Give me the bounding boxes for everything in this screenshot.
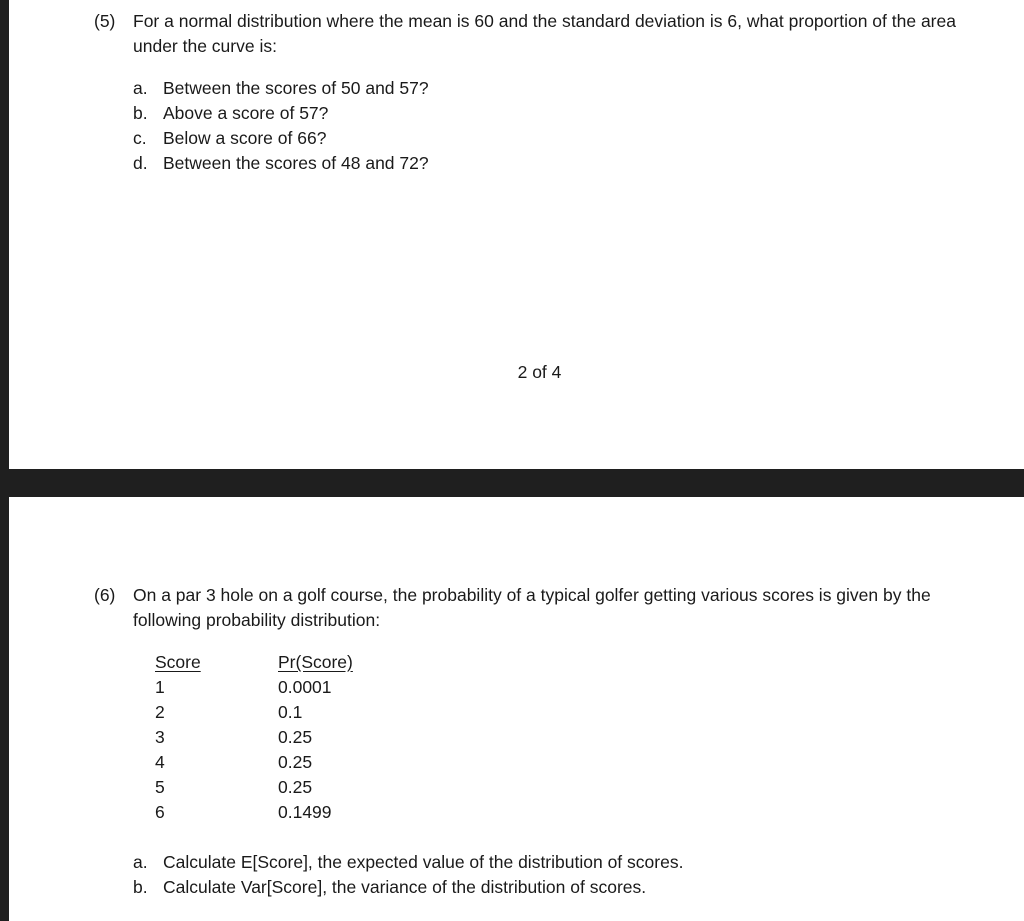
table-header-probability: Pr(Score) [278, 652, 353, 672]
subquestion-5b [133, 101, 429, 126]
subquestion-text: Calculate E[Score], the expected value of the distribution of scores. [163, 852, 684, 872]
table-cell-score: 2 [155, 702, 165, 722]
question-6-text: On a par 3 hole on a golf course, the probability of a typical golfer getting various scores is given by the following probability distribution: [133, 585, 931, 630]
table-cell-probability: 0.25 [278, 727, 313, 747]
subquestion-letter: a. [133, 852, 148, 872]
subquestion-letter: b. [133, 103, 148, 123]
subquestion-text: Between the scores of 50 and 57? [163, 78, 429, 98]
subquestion-text: Between the scores of 48 and 72? [163, 153, 429, 173]
page-number: 2 of 4 [517, 362, 562, 382]
table-cell-probability: 0.25 [278, 777, 313, 797]
subquestion-text: Below a score of 66? [163, 128, 327, 148]
page-top [9, 0, 1024, 469]
question-5-subquestions [133, 76, 429, 176]
subquestion-letter: b. [133, 877, 148, 897]
subquestion-5a [133, 76, 429, 101]
table-cell-score: 6 [155, 802, 165, 822]
table-cell-score: 1 [155, 677, 165, 697]
question-6-subquestions [133, 850, 683, 900]
subquestion-text: Above a score of 57? [163, 103, 329, 123]
question-5-text: For a normal distribution where the mean is 60 and the standard deviation is 6, what proportion of the area under the curve is: [133, 11, 956, 56]
table-cell-score: 4 [155, 752, 165, 772]
subquestion-6b [133, 875, 683, 900]
subquestion-5c [133, 126, 429, 151]
table-cell-score: 5 [155, 777, 165, 797]
subquestion-letter: a. [133, 78, 148, 98]
table-column-score [155, 650, 201, 825]
table-cell-probability: 0.1499 [278, 802, 332, 822]
subquestion-5d [133, 151, 429, 176]
subquestion-letter: d. [133, 153, 148, 173]
question-5-number: (5) [94, 11, 116, 31]
question-6-number: (6) [94, 585, 116, 605]
table-column-probability [278, 650, 353, 825]
table-cell-probability: 0.25 [278, 752, 313, 772]
subquestion-6a [133, 850, 683, 875]
page-bottom [9, 497, 1024, 921]
table-cell-score: 3 [155, 727, 165, 747]
subquestion-letter: c. [133, 128, 147, 148]
table-cell-probability: 0.0001 [278, 677, 332, 697]
subquestion-text: Calculate Var[Score], the variance of the distribution of scores. [163, 877, 647, 897]
table-header-score: Score [155, 652, 201, 672]
table-cell-probability: 0.1 [278, 702, 303, 722]
